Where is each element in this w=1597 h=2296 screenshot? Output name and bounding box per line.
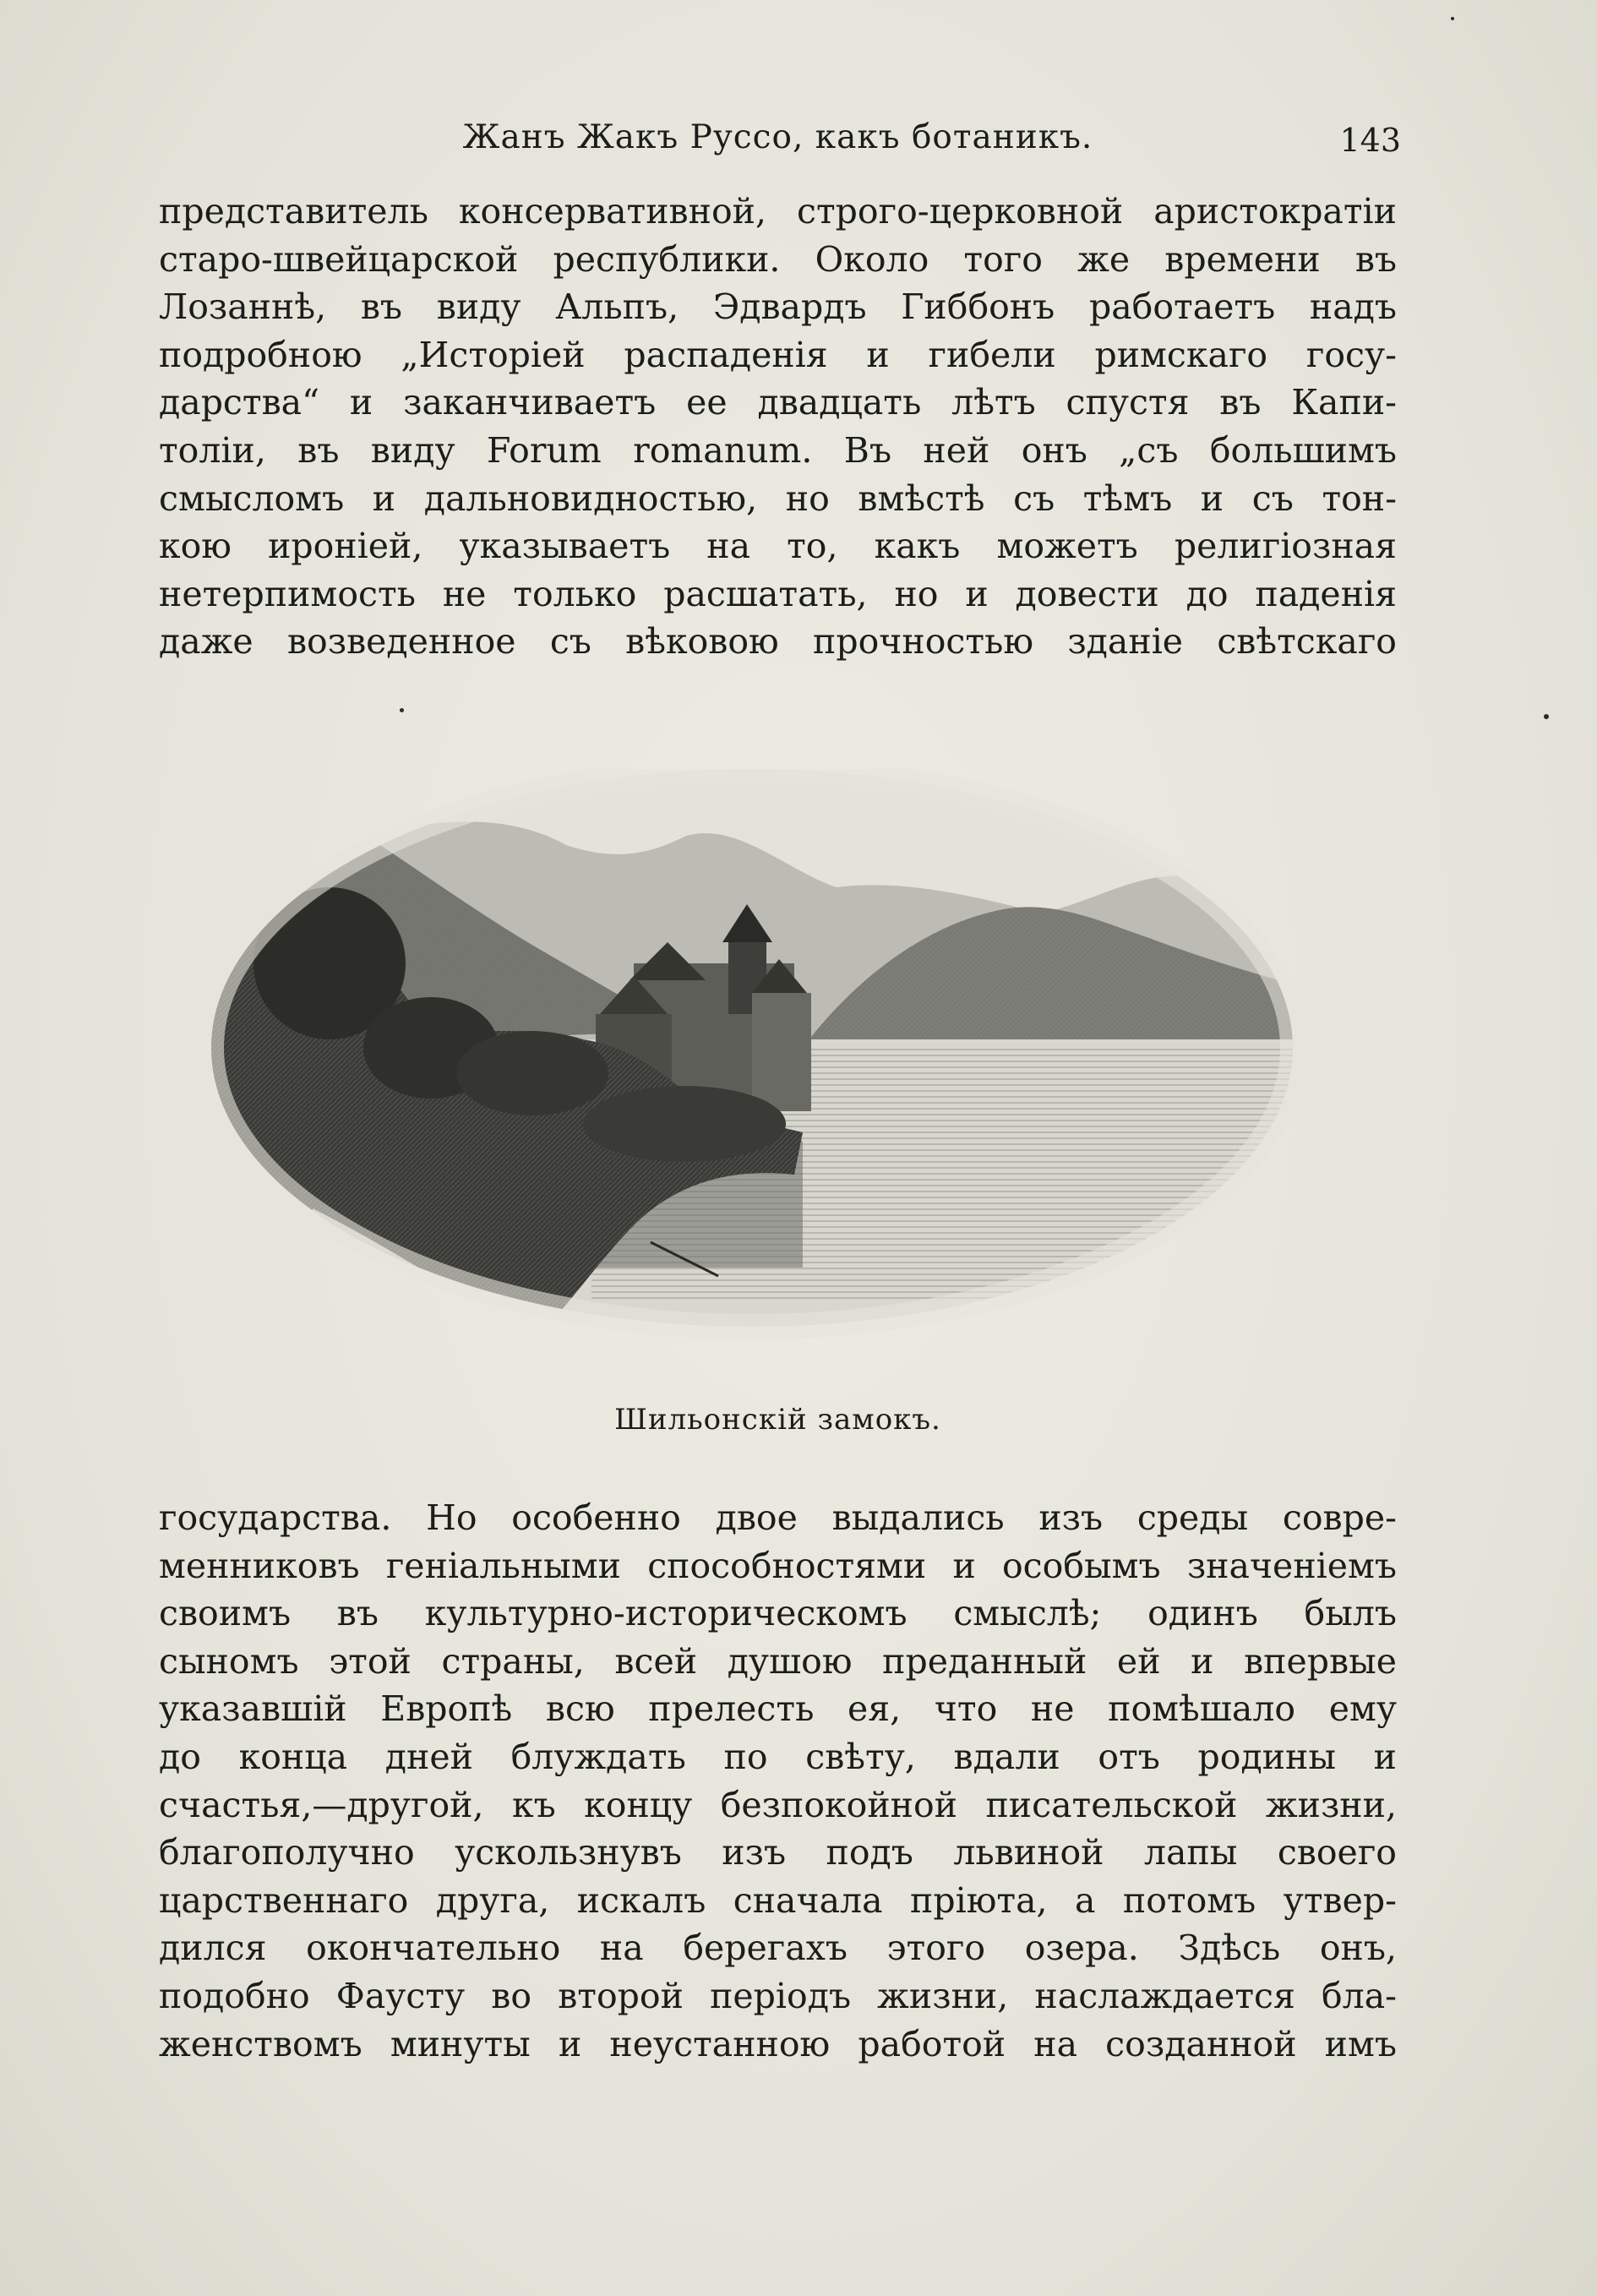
text-line: указавшій Европѣ всю прелесть ея, что не помѣшало ему (159, 1688, 1397, 1730)
paragraph-after-figure (159, 1494, 1397, 2068)
text-line: старо-швейцарской республики. Около того же времени въ (159, 238, 1397, 280)
text-line: до конца дней блуждать по свѣту, вдали отъ родины и (159, 1736, 1397, 1777)
castle-illustration (211, 769, 1344, 1361)
text-line: нетерпимость не только расшатать, но и довести до паденія (159, 573, 1397, 614)
text-line: даже возведенное съ вѣковою прочностью зданіе свѣтскаго (159, 621, 1397, 663)
text-line: дился окончательно на берегахъ этого озера. Здѣсь онъ, (159, 1928, 1397, 1969)
text-line: сыномъ этой страны, всей душою преданный ей и впервые (159, 1640, 1397, 1682)
page-number: 143 (1339, 122, 1401, 159)
text-line: толіи, въ виду Forum romanum. Въ ней онъ „съ большимъ (159, 429, 1397, 471)
page-header (159, 118, 1401, 169)
speck (1544, 714, 1549, 719)
text-line: царственнаго друга, искалъ сначала пріюта, а потомъ утвер- (159, 1879, 1397, 1921)
text-line: женствомъ минуты и неустанною работой на созданной имъ (159, 2023, 1397, 2064)
text-line: счастья,—другой, къ концу безпокойной писательской жизни, (159, 1784, 1397, 1825)
text-line: благополучно ускользнувъ изъ подъ львиной лапы своего (159, 1832, 1397, 1873)
running-title: Жанъ Жакъ Руссо, какъ ботаникъ. (462, 118, 1093, 156)
text-line: менниковъ геніальными способностями и особымъ значеніемъ (159, 1545, 1397, 1586)
text-line: Лозаннѣ, въ виду Альпъ, Эдвардъ Гиббонъ работаетъ надъ (159, 286, 1397, 328)
text-line: кою ироніей, указываетъ на то, какъ можетъ религіозная (159, 526, 1397, 567)
text-line: государства. Но особенно двое выдались изъ среды совре- (159, 1497, 1397, 1538)
text-line: дарства“ и заканчиваетъ ее двадцать лѣтъ спустя въ Капи- (159, 382, 1397, 423)
text-line: своимъ въ культурно-историческомъ смыслѣ; одинъ былъ (159, 1593, 1397, 1634)
text-line: представитель консервативной, строго-церковной аристократіи (159, 191, 1397, 232)
paragraph-before-figure (159, 188, 1397, 666)
text-line: подробною „Исторіей распаденія и гибели римскаго госу- (159, 334, 1397, 375)
speck (400, 708, 404, 712)
speck (1451, 17, 1454, 20)
figure-caption: Шильонскій замокъ. (614, 1403, 941, 1437)
text-line: смысломъ и дальновидностью, но вмѣстѣ съ тѣмъ и съ тон- (159, 477, 1397, 519)
text-line: подобно Фаусту во второй періодъ жизни, наслаждается бла- (159, 1975, 1397, 2016)
